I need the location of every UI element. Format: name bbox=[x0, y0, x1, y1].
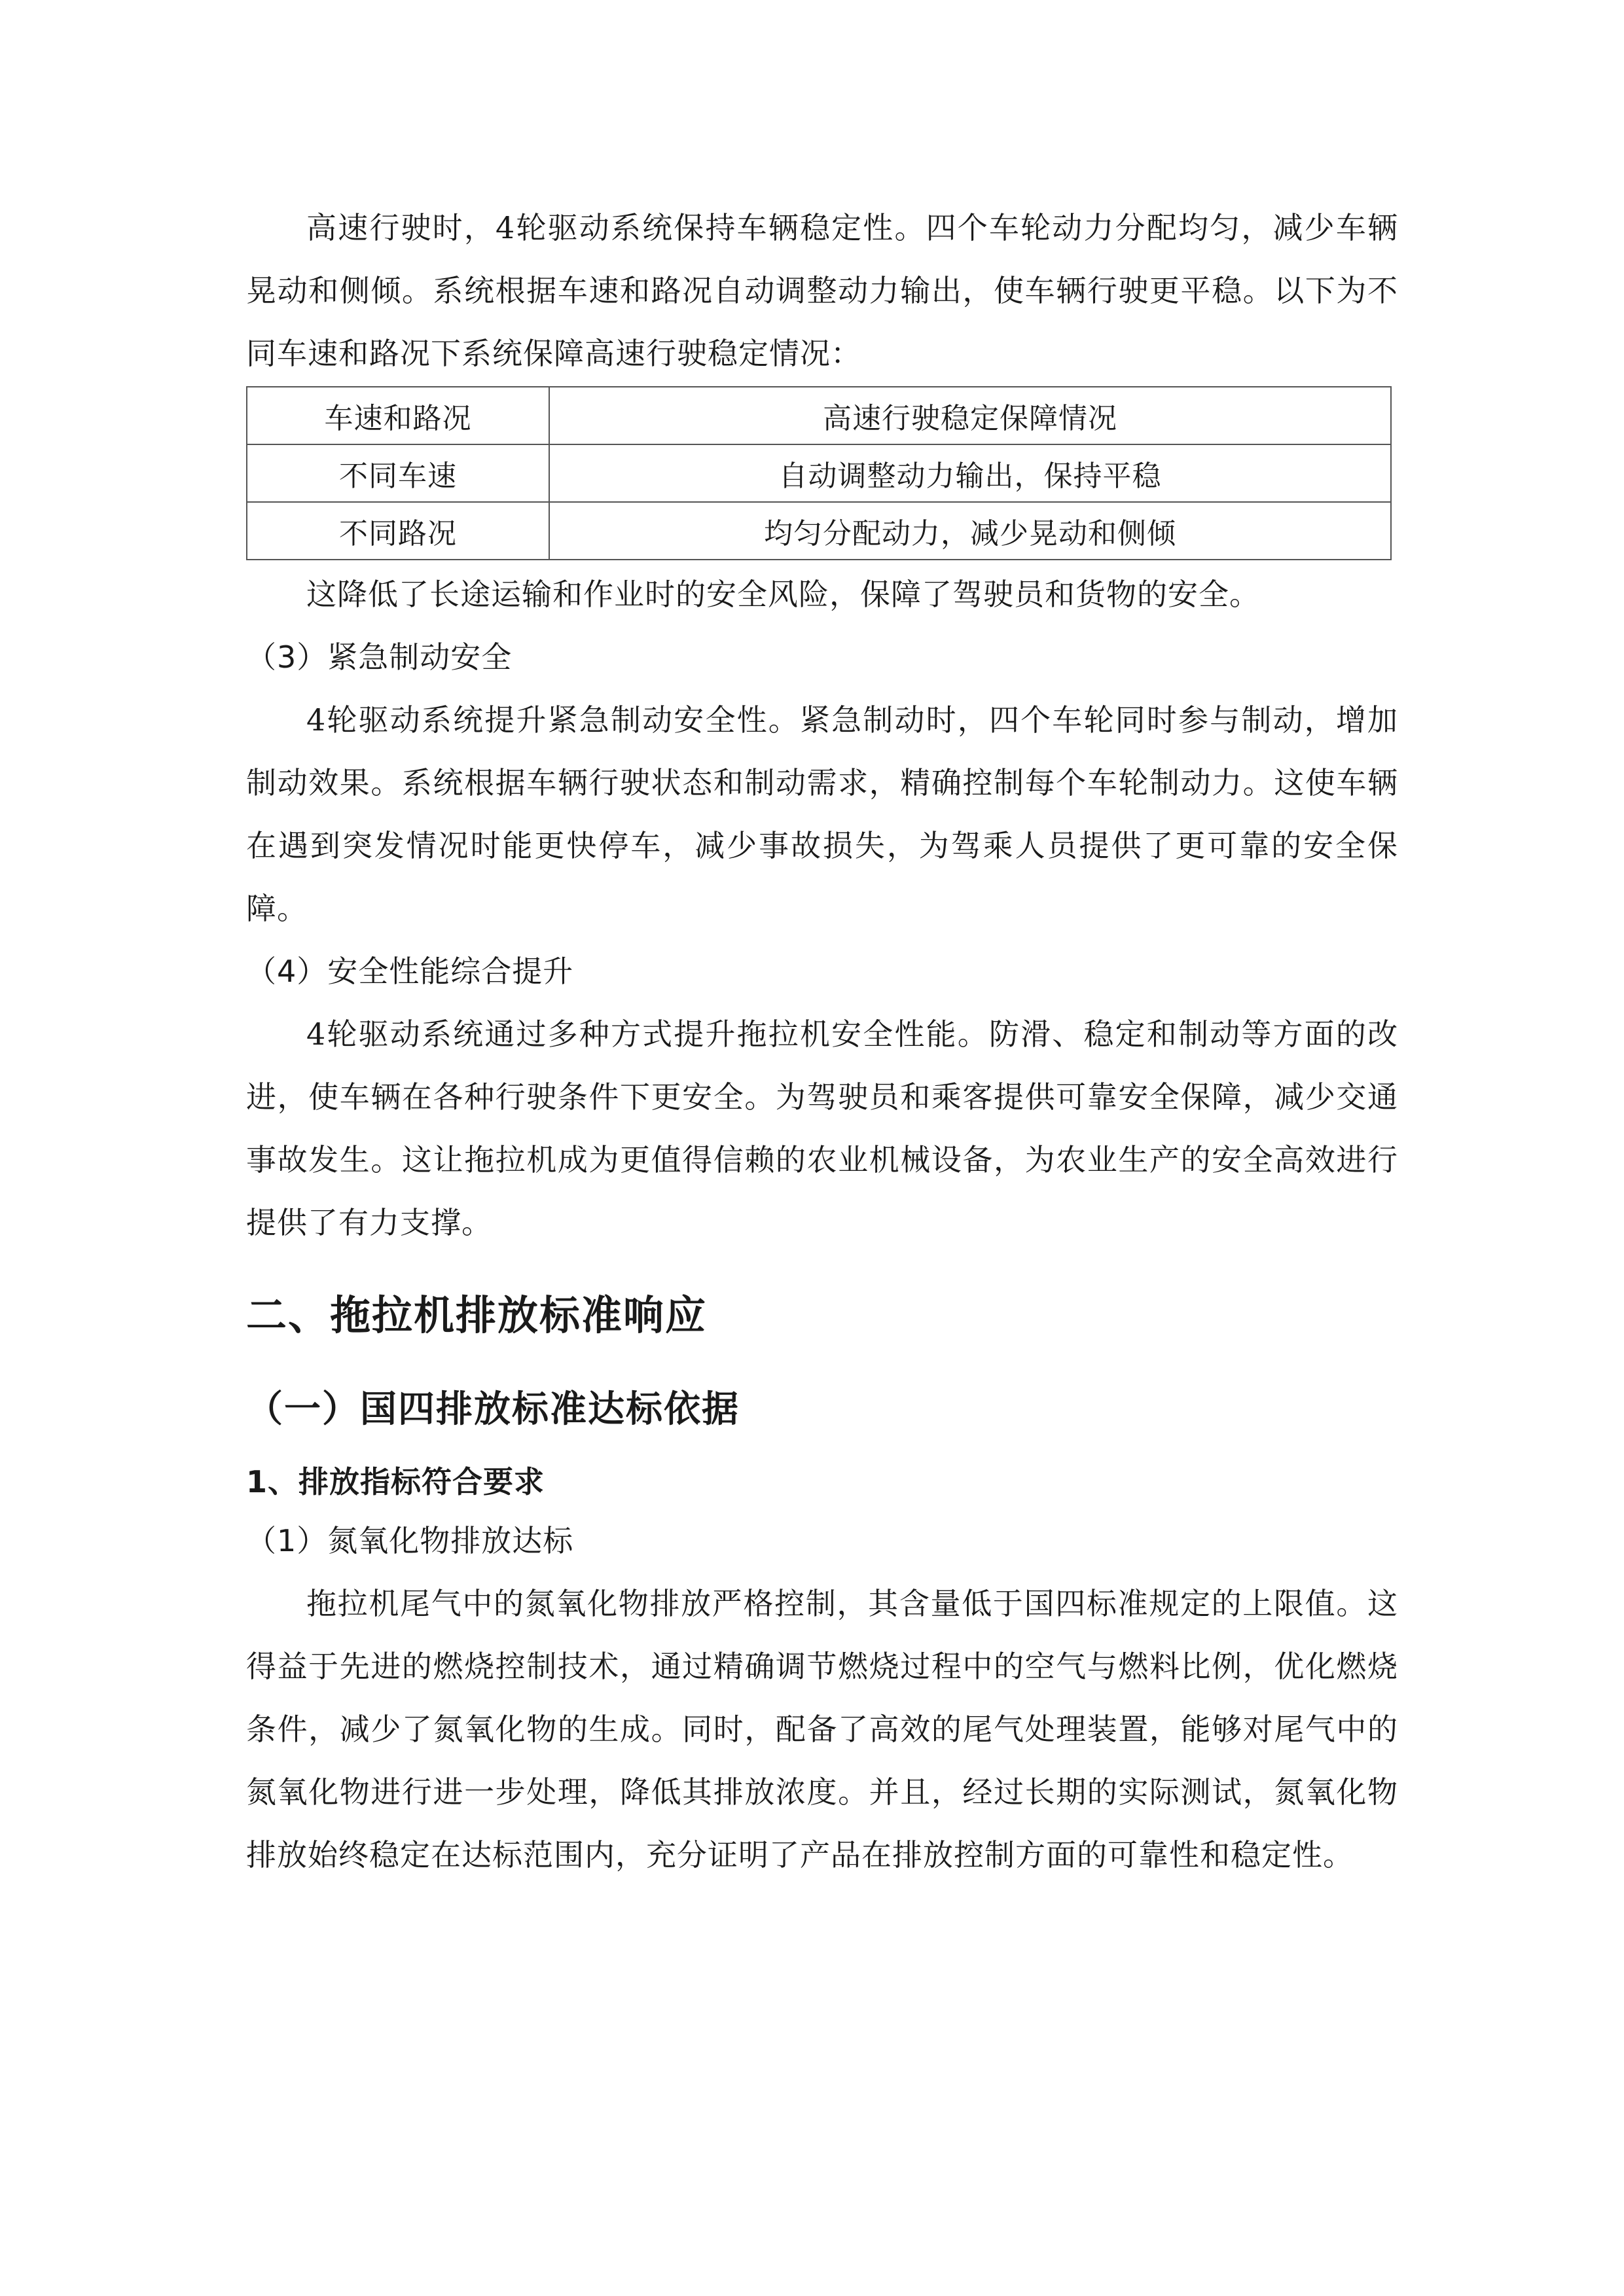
table-header-row bbox=[247, 387, 1391, 444]
section-heading-emission-indicators: 1、排放指标符合要求 bbox=[246, 1464, 545, 1499]
document-page bbox=[246, 196, 1398, 1886]
table-row bbox=[247, 444, 1391, 502]
subheading-safety-overall: （4）安全性能综合提升 bbox=[246, 954, 574, 989]
table-cell: 均匀分配动力，减少晃动和侧倾 bbox=[549, 502, 1391, 560]
paragraph-high-speed-stability: 高速行驶时，4轮驱动系统保持车辆稳定性。四个车轮动力分配均匀，减少车辆晃动和侧倾。系统根据车速和路况自动调整动力输出，使车辆行驶更平稳。以下为不同车速和路况下系统保障高速行驶稳定情况： bbox=[246, 210, 1398, 371]
paragraph-safety-overall: 4轮驱动系统通过多种方式提升拖拉机安全性能。防滑、稳定和制动等方面的改进，使车辆在各种行驶条件下更安全。为驾驶员和乘客提供可靠安全保障，减少交通事故发生。这让拖拉机成为更值得信赖的农业机械设备，为农业生产的安全高效进行提供了有力支撑。 bbox=[246, 1016, 1398, 1240]
section-heading-emission: 二、拖拉机排放标准响应 bbox=[246, 1291, 708, 1339]
section-heading-guosi: （一）国四排放标准达标依据 bbox=[246, 1388, 740, 1431]
subheading-emergency-braking: （3）紧急制动安全 bbox=[246, 639, 513, 675]
table-header-cell: 高速行驶稳定保障情况 bbox=[549, 387, 1391, 444]
table-row bbox=[247, 502, 1391, 560]
paragraph-nox: 拖拉机尾气中的氮氧化物排放严格控制，其含量低于国四标准规定的上限值。这得益于先进的燃烧控制技术，通过精确调节燃烧过程中的空气与燃料比例，优化燃烧条件，减少了氮氧化物的生成。同时，配备了高效的尾气处理装置，能够对尾气中的氮氧化物进行进一步处理，降低其排放浓度。并且，经过长期的实际测试，氮氧化物排放始终稳定在达标范围内，充分证明了产品在排放控制方面的可靠性和稳定性。 bbox=[246, 1586, 1398, 1873]
subheading-nox: （1）氮氧化物排放达标 bbox=[246, 1523, 574, 1558]
paragraph-risk-reduction: 这降低了长途运输和作业时的安全风险，保障了驾驶员和货物的安全。 bbox=[306, 577, 1260, 612]
table-cell: 不同车速 bbox=[247, 444, 549, 502]
table-header-cell: 车速和路况 bbox=[247, 387, 549, 444]
table-cell: 自动调整动力输出，保持平稳 bbox=[549, 444, 1391, 502]
paragraph-emergency-braking: 4轮驱动系统提升紧急制动安全性。紧急制动时，四个车轮同时参与制动，增加制动效果。系统根据车辆行驶状态和制动需求，精确控制每个车轮制动力。这使车辆在遇到突发情况时能更快停车，减少事故损失，为驾乘人员提供了更可靠的安全保障。 bbox=[246, 702, 1398, 926]
table-cell: 不同路况 bbox=[247, 502, 549, 560]
stability-table bbox=[246, 386, 1392, 560]
